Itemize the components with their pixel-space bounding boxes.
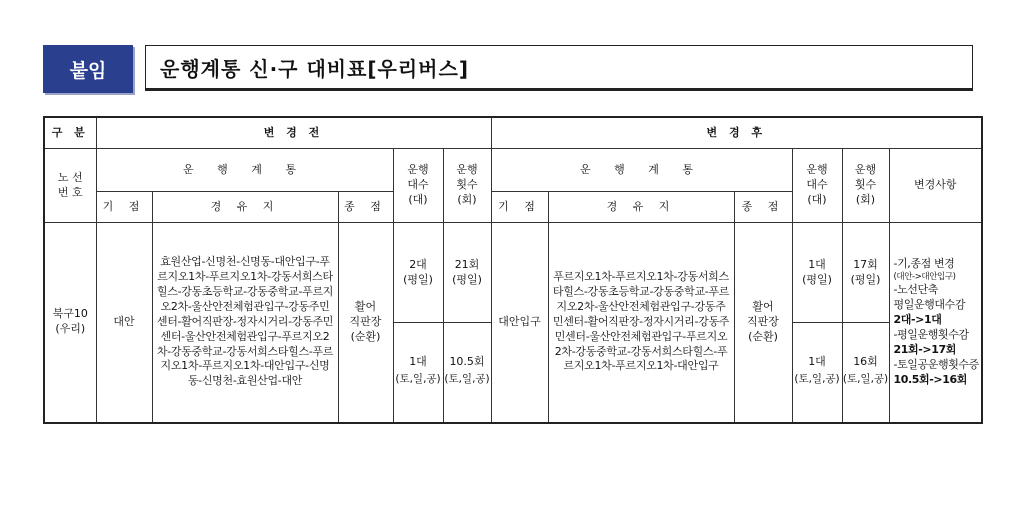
route-number-header: 노 선 번 호: [44, 149, 96, 223]
after-trips-header: 운행 횟수 (회): [842, 149, 889, 223]
after-start-point: 대안입구: [491, 223, 548, 423]
after-weekend-trips: 16회 (토,일,공): [842, 323, 889, 423]
after-end-header: 종 점: [734, 192, 792, 223]
route-comparison-table: [43, 116, 983, 424]
before-group-header: 변 경 전: [96, 117, 491, 149]
before-start-header: 기 점: [96, 192, 152, 223]
after-vehicles-header: 운행 대수 (대): [792, 149, 842, 223]
before-system-header: 운 행 계 통: [96, 149, 393, 192]
before-weekday-vehicles: 2대 (평일): [393, 223, 443, 323]
before-start-point: 대안: [96, 223, 152, 423]
changes-header: 변경사항: [889, 149, 982, 223]
before-trips-header: 운행 횟수 (회): [443, 149, 491, 223]
document-header: [43, 45, 975, 93]
before-via-header: 경 유 지: [152, 192, 338, 223]
attachment-badge: 붙임: [43, 45, 133, 93]
after-end-point: 활어 직판장 (순환): [734, 223, 792, 423]
after-start-header: 기 점: [491, 192, 548, 223]
header-row-1: [44, 117, 982, 149]
before-vehicles-header: 운행 대수 (대): [393, 149, 443, 223]
before-via-points: 효원산업-신명천-신명동-대안입구-푸 르지오1차-푸르지오1차-강동서희스타 힐스-강동초등학교-강동중학교-푸르지 오2차-울산안전체험관입구-강동주민 센터-활어직판장-정자시거리-강동주민 센터-울산안전체험관입구-푸르지오2 차-강동중학교-강동서희스타힐스-푸르 지오1차-푸르지오1차-대안입구-신명 동-신명천-효원산업-대안: [152, 223, 338, 423]
before-end-header: 종 점: [338, 192, 393, 223]
before-end-point: 활어 직판장 (순환): [338, 223, 393, 423]
category-header: 구 분: [44, 117, 96, 149]
data-row-weekday: [44, 223, 982, 323]
after-weekday-vehicles: 1대 (평일): [792, 223, 842, 323]
before-weekend-trips: 10.5회 (토,일,공): [443, 323, 491, 423]
after-group-header: 변 경 후: [491, 117, 982, 149]
document-title: 운행계통 신·구 대비표[우리버스]: [145, 45, 973, 91]
before-weekday-trips: 21회 (평일): [443, 223, 491, 323]
after-system-header: 운 행 계 통: [491, 149, 792, 192]
after-via-header: 경 유 지: [548, 192, 734, 223]
before-weekend-vehicles: 1대 (토,일,공): [393, 323, 443, 423]
after-weekend-vehicles: 1대 (토,일,공): [792, 323, 842, 423]
route-number: 북구10 (우리): [44, 223, 96, 423]
header-row-2: [44, 149, 982, 192]
after-weekday-trips: 17회 (평일): [842, 223, 889, 323]
change-notes: -기,종점 변경 (대안->대안입구) -노선단축 평일운행대수감 2대->1대 -평일운행횟수감 21회->17회 -토일공운행횟수증 10.5회->16회: [889, 223, 982, 423]
after-via-points: 푸르지오1차-푸르지오1차-강동서희스 타힐스-강동초등학교-강동중학교-푸르 지오2차-울산안전체험관입구-강동주 민센터-활어직판장-정자시거리-강동주 민센터-울산안전체험관입구-푸르지오 2차-강동중학교-강동서희스타힐스-푸 르지오1차-푸르지오1차-대안입구: [548, 223, 734, 423]
